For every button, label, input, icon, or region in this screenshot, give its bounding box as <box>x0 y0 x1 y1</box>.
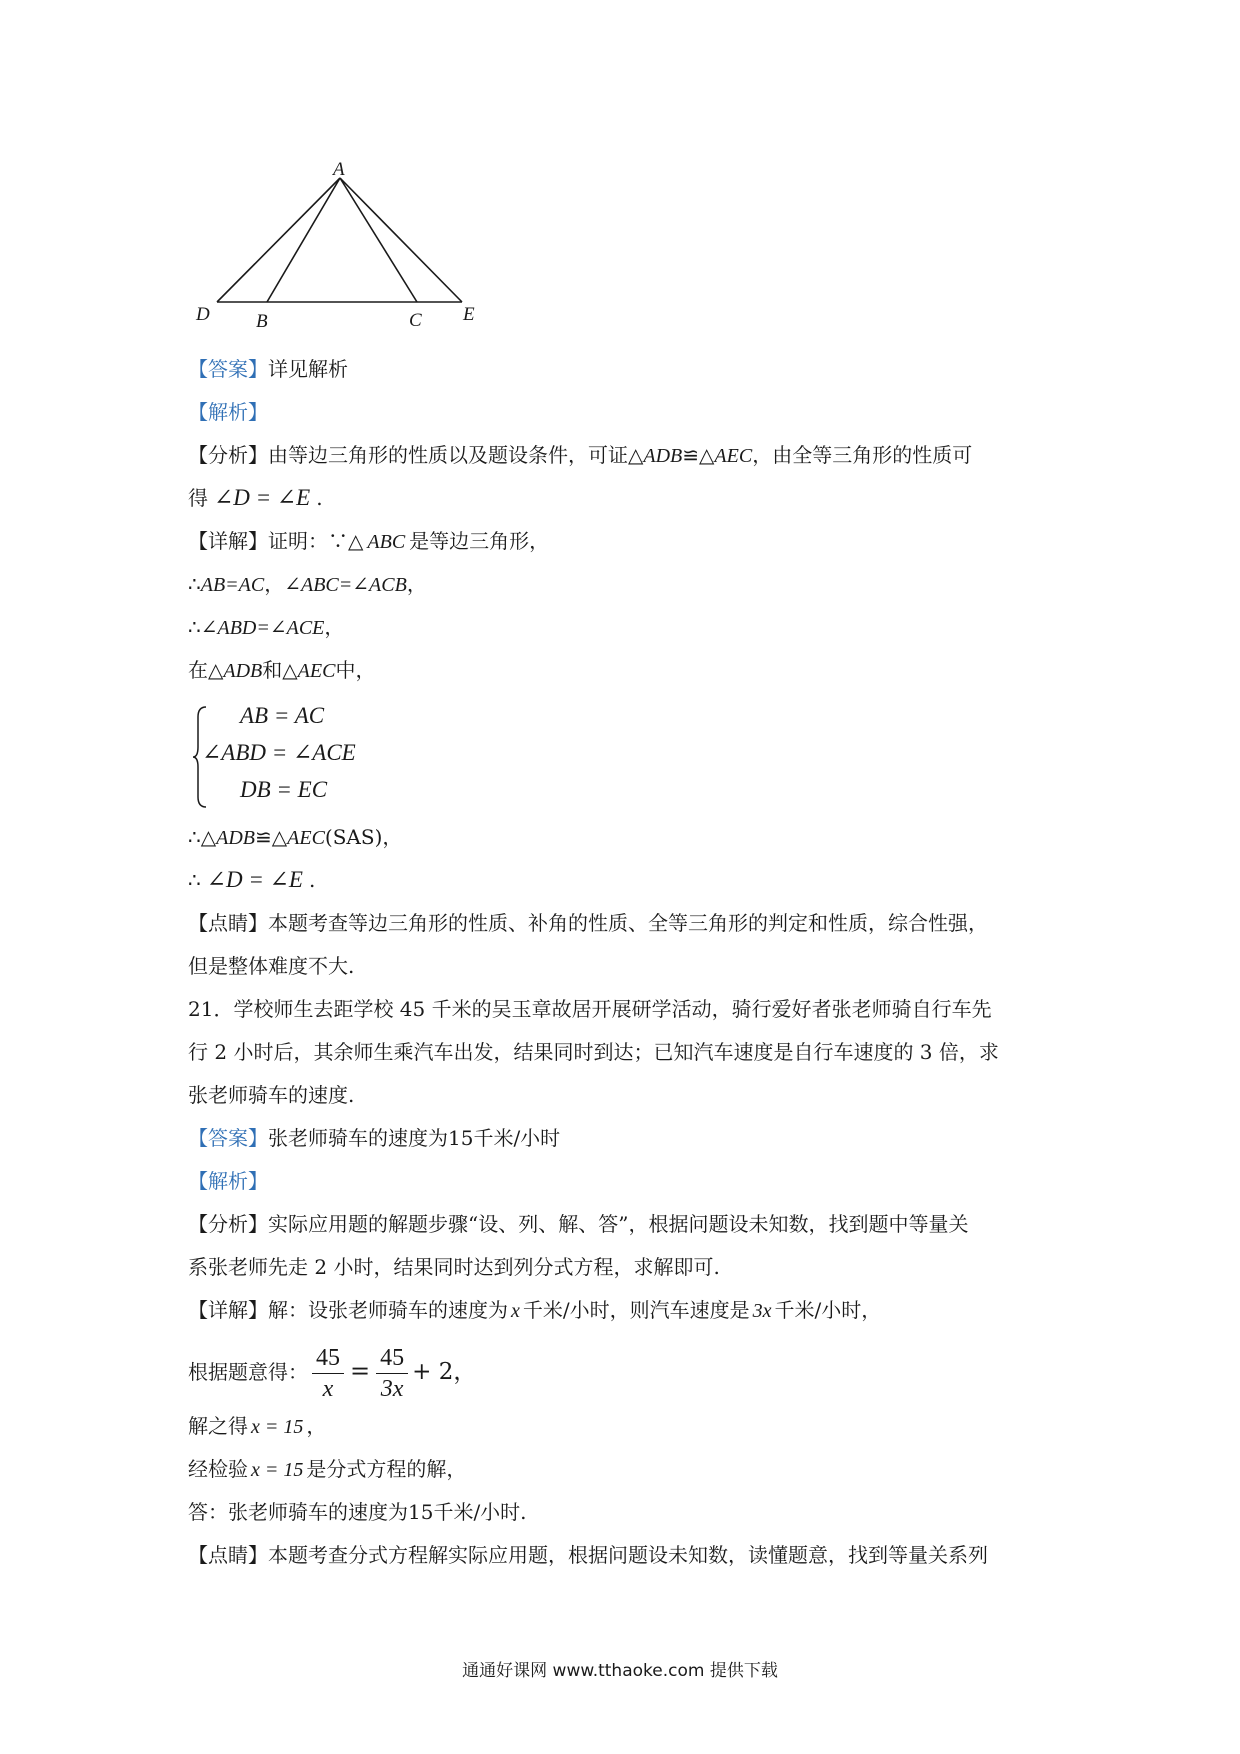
text-run: 解：设张老师骑车的速度为 <box>268 1298 508 1322</box>
q21-fenxi-line2: 系张老师先走 2 小时，结果同时达到列分式方程，求解即可. <box>188 1255 720 1279</box>
label-b: B <box>256 311 268 332</box>
math-run: ADB <box>216 827 255 849</box>
math-run: ABC= <box>301 574 353 596</box>
math-run: x = 15 <box>251 1459 304 1481</box>
q20-dianjing-line2 <box>188 952 354 980</box>
answer-tag: 【答案】 <box>188 1126 268 1150</box>
q20-fenxi-line1 <box>188 441 972 470</box>
text-run: 是分式方程的解， <box>306 1457 467 1481</box>
q21-dianjing-line1 <box>188 1541 988 1569</box>
answer-tag: 【答案】 <box>188 357 268 381</box>
label-d: D <box>196 304 210 325</box>
text-run: ≌△ <box>255 825 288 849</box>
q21-question-line1: 21．学校师生去距学校 45 千米的吴玉章故居开展研学活动，骑行爱好者张老师骑自行车先 <box>188 997 992 1021</box>
dianjing-tag: 【点睛】 <box>188 1543 268 1567</box>
equals-sign: = <box>350 1357 371 1385</box>
triangle-figure <box>190 160 490 335</box>
analysis-tag: 【解析】 <box>188 1169 268 1193</box>
text-run: . <box>316 486 323 510</box>
math-run: ACB <box>369 574 407 596</box>
text-run: 中， <box>335 658 376 682</box>
answer-text: 详见解析 <box>268 357 348 381</box>
q20-fenxi-line2 <box>188 484 323 512</box>
q20-analysis-line <box>188 398 268 426</box>
line-a-c <box>340 178 417 302</box>
text-run: 但是整体难度不大. <box>188 954 355 978</box>
system-row-1: AB = AC <box>240 703 325 728</box>
text-run: 根据题意得： <box>188 1360 308 1384</box>
q21-question-line3: 张老师骑车的速度. <box>188 1083 355 1107</box>
text-run: ， <box>324 615 345 639</box>
q21-check-line <box>188 1455 466 1484</box>
text-run: ∴ <box>188 572 201 596</box>
system-row-3: DB = EC <box>240 777 328 802</box>
math-run: ABD= <box>217 617 270 639</box>
math-run: AEC <box>297 660 336 682</box>
fraction-numerator: 45 <box>376 1343 408 1374</box>
detail-tag: 【详解】 <box>188 1298 268 1322</box>
text-run: ≌△ <box>682 443 715 467</box>
q20-conclusion1 <box>188 823 402 852</box>
math-run: ACE <box>286 617 325 639</box>
text-run: ∠ <box>352 572 370 596</box>
q20-detail-line1 <box>188 527 549 556</box>
text-run: 在△ <box>188 658 224 682</box>
text-run: 实际应用题的解题步骤“设、列、解、答”，根据问题设未知数，找到题中等量关 <box>268 1212 969 1236</box>
text-run: 本题考查等边三角形的性质、补角的性质、全等三角形的判定和性质，综合性强， <box>268 911 988 935</box>
text-run: ∠ <box>269 615 287 639</box>
text-run: ，∠ <box>264 572 301 596</box>
q20-step1 <box>188 570 427 599</box>
math-run: x <box>511 1300 520 1322</box>
math-run: AEC <box>287 827 325 849</box>
fenxi-tag: 【分析】 <box>188 1212 268 1236</box>
text-run: 和△ <box>262 658 298 682</box>
math-run: ADB <box>223 660 263 682</box>
math-run: x = 15 <box>251 1416 304 1438</box>
math-run: 3x <box>752 1300 772 1322</box>
fraction-numerator: 45 <box>312 1343 344 1374</box>
dianjing-tag: 【点睛】 <box>188 911 268 935</box>
fraction-right <box>376 1343 408 1404</box>
equation-system <box>188 703 448 811</box>
line-a-e <box>340 178 462 302</box>
math-run: ∠D = ∠E <box>214 485 311 510</box>
q20-conclusion2 <box>188 866 315 894</box>
fenxi-tag: 【分析】 <box>188 443 268 467</box>
q21-fenxi-line1 <box>188 1210 968 1238</box>
text-run: ∴ <box>188 868 201 892</box>
text-run: 本题考查分式方程解实际应用题，根据问题设未知数，读懂题意，找到等量关系列 <box>268 1543 988 1567</box>
q20-answer-line <box>188 355 348 383</box>
text-run: 是等边三角形， <box>409 529 550 553</box>
analysis-tag: 【解析】 <box>188 400 268 424</box>
page-footer: 通通好课网 www.tthaoke.com 提供下载 <box>462 1661 778 1681</box>
text-run: 解之得 <box>188 1414 248 1438</box>
answer-text: 张老师骑车的速度为15千米/小时 <box>268 1126 561 1150</box>
math-run: AEC <box>714 445 753 467</box>
text-run: 得 <box>188 486 208 510</box>
q20-dianjing-line1 <box>188 909 988 937</box>
q21-solve-line <box>188 1412 326 1441</box>
text-run: ∴△ <box>188 825 217 849</box>
q21-equation-line <box>188 1338 476 1405</box>
text-run: 千米/小时， <box>774 1298 882 1322</box>
label-e: E <box>463 304 475 325</box>
q21-analysis-line <box>188 1167 268 1195</box>
fraction-left <box>312 1343 344 1404</box>
q21-answer-line <box>188 1124 560 1152</box>
q20-step2 <box>188 613 344 642</box>
system-row-2: ∠ABD = ∠ACE <box>202 740 356 765</box>
math-run: ∠D = ∠E <box>206 867 303 892</box>
label-a: A <box>333 160 345 180</box>
q21-question-line2: 行 2 小时后，其余师生乘汽车出发，结果同时到达；已知汽车速度是自行车速度的 3 倍，求 <box>188 1040 999 1064</box>
text-run: 经检验 <box>188 1457 248 1481</box>
text-run: ， <box>406 572 427 596</box>
text-run: 千米/小时，则汽车速度是 <box>522 1298 750 1322</box>
text-run: . <box>308 868 316 892</box>
math-run: ABC <box>367 531 406 553</box>
q21-final-answer: 答：张老师骑车的速度为15千米/小时. <box>188 1500 527 1524</box>
text-run: + 2， <box>412 1359 477 1385</box>
label-c: C <box>409 310 422 331</box>
q21-detail-line1 <box>188 1296 881 1325</box>
q20-step3 <box>188 656 375 685</box>
text-run: 证明：∵△ <box>268 529 364 553</box>
math-run: ADB <box>643 445 683 467</box>
math-run: AB=AC <box>200 574 265 596</box>
text-run: ∴∠ <box>188 615 218 639</box>
detail-tag: 【详解】 <box>188 529 268 553</box>
text-run: (SAS)， <box>324 825 403 849</box>
fraction-denominator: x <box>322 1376 334 1402</box>
text-run: ，由全等三角形的性质可 <box>752 443 973 467</box>
text-run: ， <box>306 1414 327 1438</box>
text-run: 由等边三角形的性质以及题设条件，可证△ <box>268 443 644 467</box>
fraction-denominator: 3x <box>380 1376 404 1402</box>
